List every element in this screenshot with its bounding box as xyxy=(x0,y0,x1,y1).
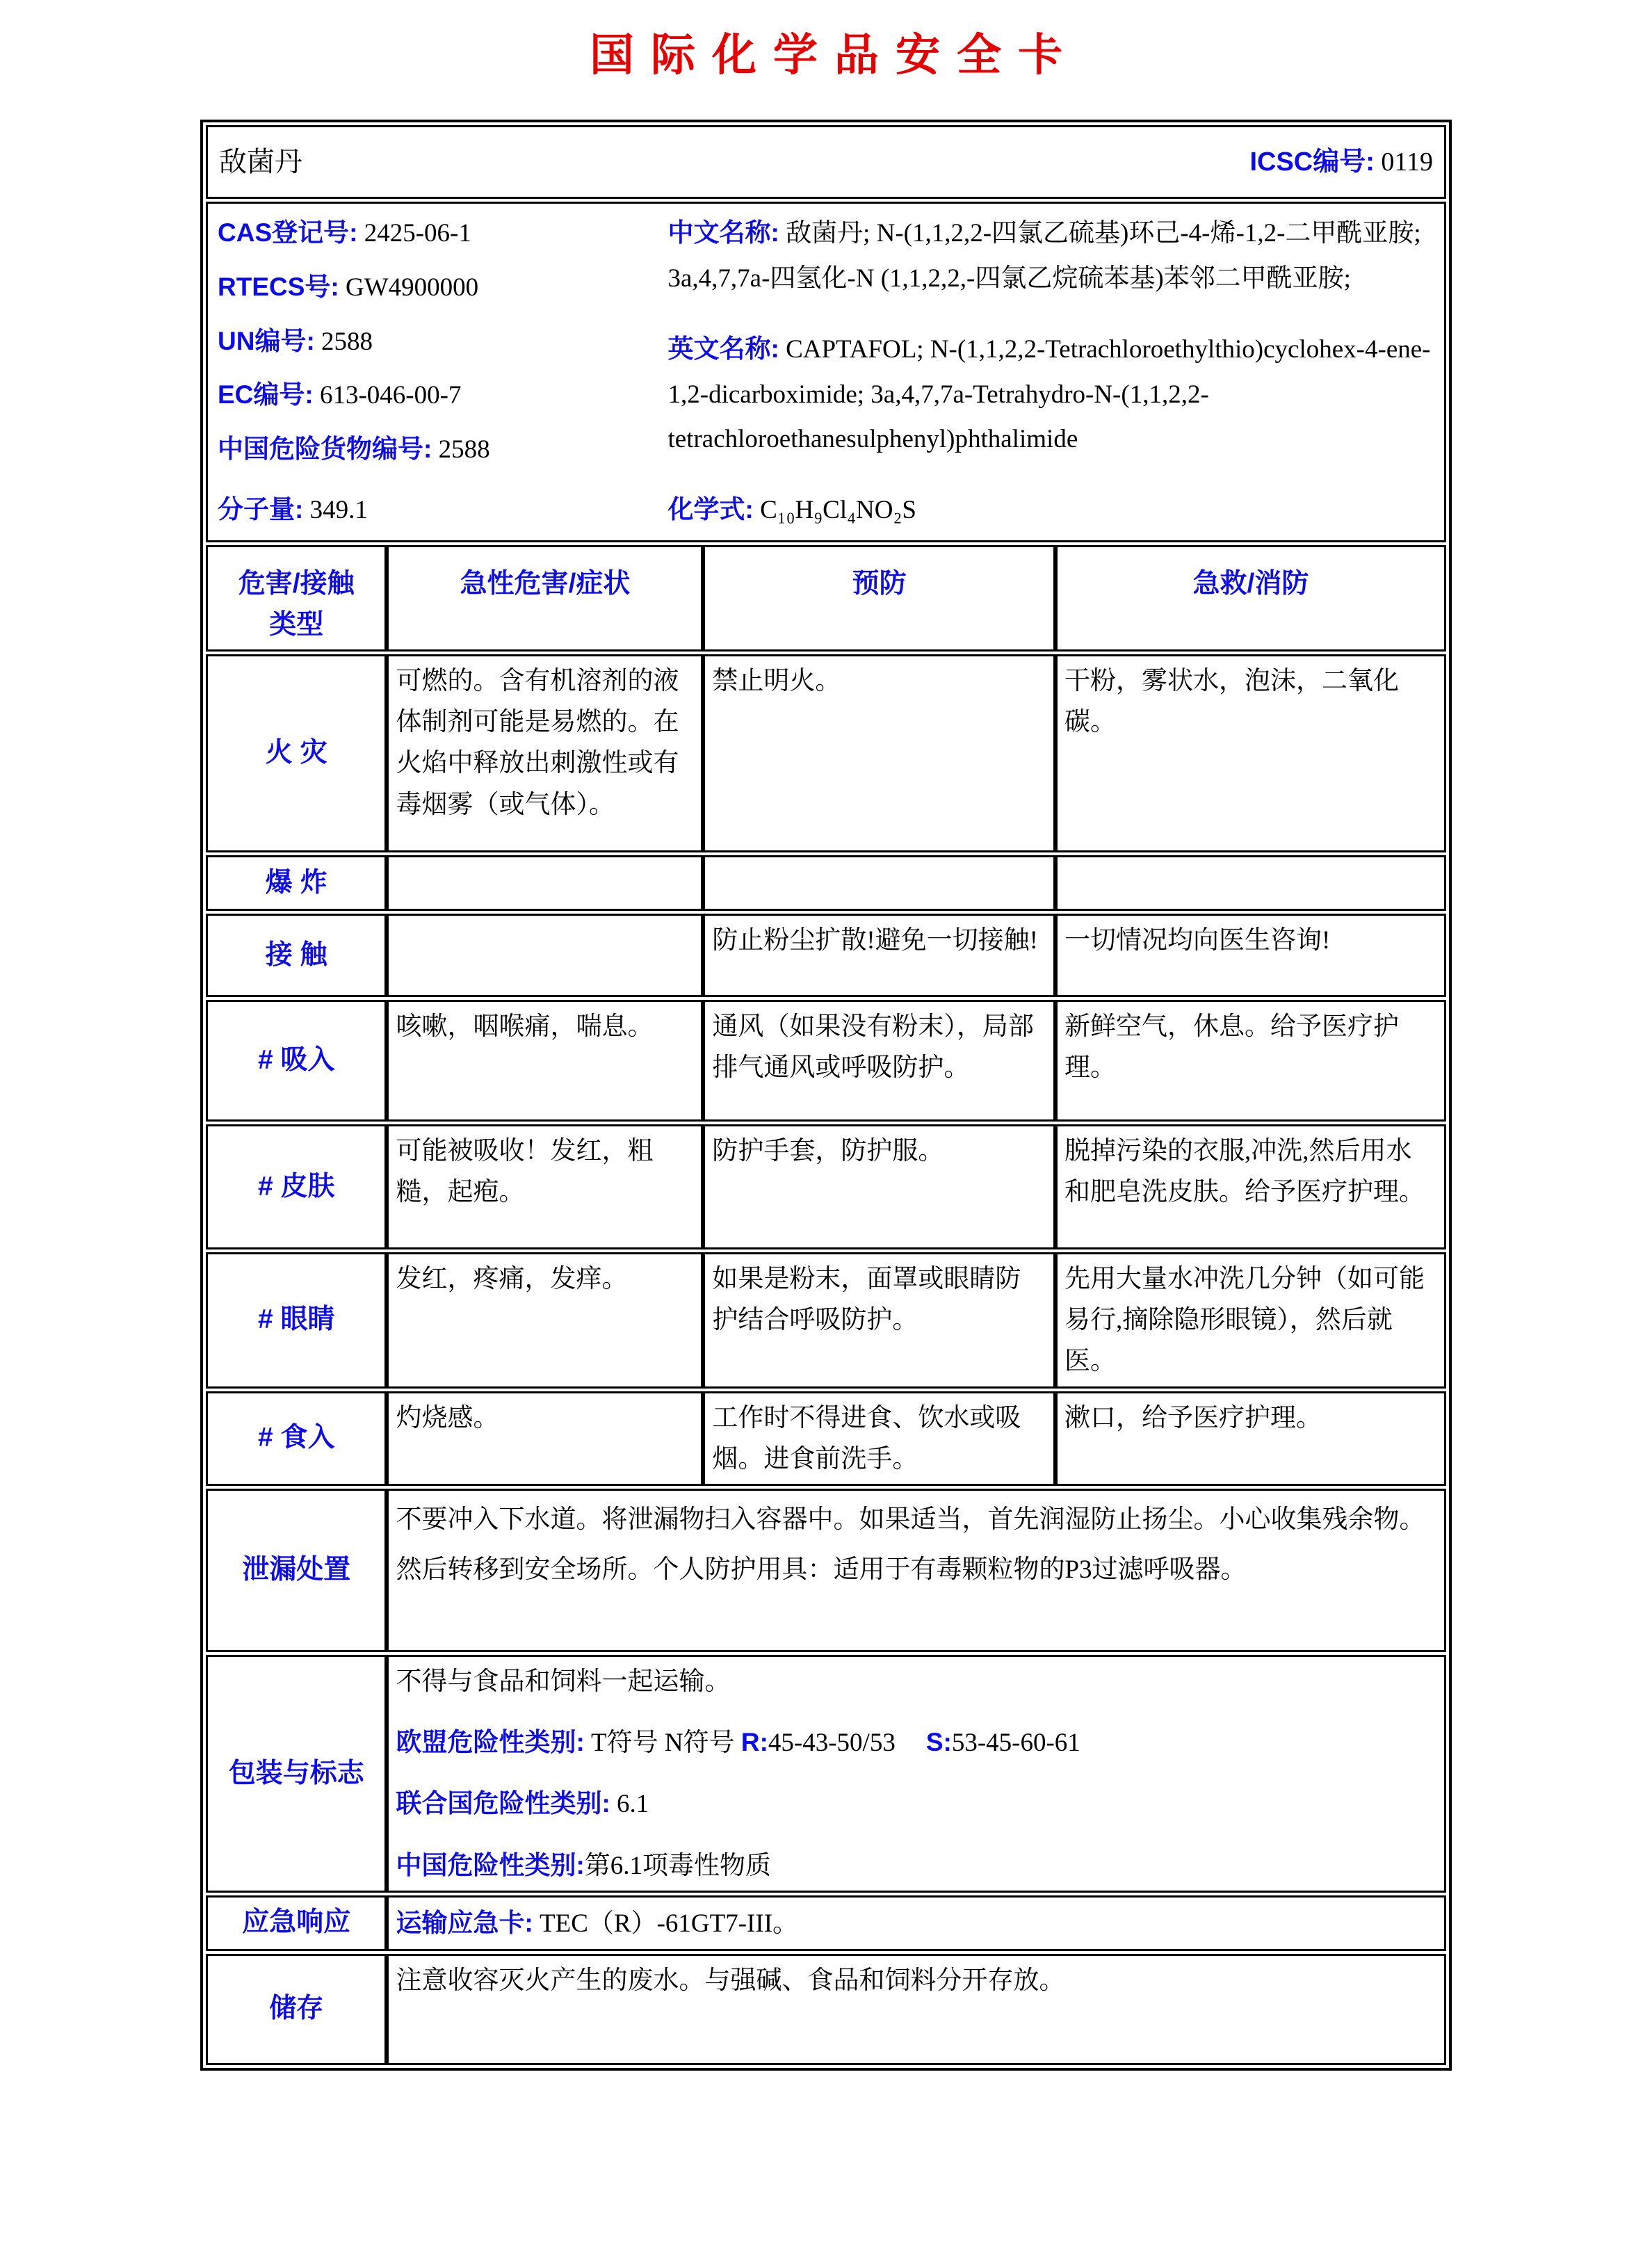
molecular-weight: 分子量: 349.1 xyxy=(218,495,368,525)
row-exposure-label: 接 触 xyxy=(206,914,387,997)
storage-text: 注意收容灭火产生的废水。与强碱、食品和饲料分开存放。 xyxy=(387,1954,1446,2065)
icsc-number xyxy=(1249,141,1433,184)
row-explosion-label: 爆 炸 xyxy=(206,855,387,911)
page-title: 国际化学品安全卡 xyxy=(590,30,1079,80)
row-emergency-label: 应急响应 xyxy=(206,1895,387,1951)
exposure-firstaid: 一切情况均向医生咨询! xyxy=(1055,914,1446,997)
ingestion-firstaid: 漱口，给予医疗护理。 xyxy=(1055,1391,1446,1486)
row-inhalation xyxy=(206,1000,1446,1122)
cn-hazard-class: 中国危险性类别:第6.1项毒性物质 xyxy=(396,1850,772,1880)
chemical-formula: 化学式: C₁₀H₉Cl₄NO₂S xyxy=(667,495,916,525)
row-emergency-response xyxy=(206,1895,1446,1951)
un-number: UN编号: 2588 xyxy=(218,326,373,356)
rtecs-number: RTECS号: GW4900000 xyxy=(218,272,479,302)
ingestion-symptoms: 灼烧感。 xyxy=(387,1391,703,1486)
header-hazard-type: 危害/接触 类型 xyxy=(206,545,387,652)
emergency-content: 运输应急卡: TEC（R）-61GT7-III。 xyxy=(387,1895,1446,1951)
row-fire xyxy=(206,654,1446,852)
skin-symptoms: 可能被吸收！发红，粗糙，起疱。 xyxy=(387,1124,703,1249)
icsc-card xyxy=(200,120,1452,2071)
eu-hazard-class: 欧盟危险性类别: T符号 N符号 R:45-43-50/53 S:53-45-60-61 xyxy=(396,1728,1080,1758)
explosion-prevention xyxy=(703,855,1055,911)
row-explosion xyxy=(206,855,1446,911)
hazard-header-row xyxy=(206,545,1446,652)
card-title-cell xyxy=(206,125,1446,199)
inhalation-firstaid: 新鲜空气，休息。给予医疗护理。 xyxy=(1055,1000,1446,1122)
identifier-list xyxy=(218,211,661,481)
un-hazard-class: 联合国危险性类别: 6.1 xyxy=(396,1789,649,1819)
row-exposure xyxy=(206,914,1446,997)
packaging-content xyxy=(387,1655,1446,1893)
inhalation-prevention: 通风（如果没有粉末），局部排气通风或呼吸防护。 xyxy=(703,1000,1055,1122)
header-firstaid: 急救/消防 xyxy=(1055,545,1446,652)
inhalation-symptoms: 咳嗽，咽喉痛，喘息。 xyxy=(387,1000,703,1122)
row-eyes-label: # 眼睛 xyxy=(206,1252,387,1389)
fire-prevention: 禁止明火。 xyxy=(703,654,1055,852)
spill-text: 不要冲入下水道。将泄漏物扫入容器中。如果适当，首先润湿防止扬尘。小心收集残余物。然后转移到安全场所。个人防护用具：适用于有毒颗粒物的P3过滤呼吸器。 xyxy=(387,1489,1446,1652)
ec-number: EC编号: 613-046-00-7 xyxy=(218,380,462,410)
header-prevention: 预防 xyxy=(703,545,1055,652)
row-packaging xyxy=(206,1655,1446,1893)
explosion-symptoms xyxy=(387,855,703,911)
row-spill-label: 泄漏处置 xyxy=(206,1489,387,1652)
icsc-number-label: ICSC编号: xyxy=(1249,147,1375,177)
exposure-symptoms xyxy=(387,914,703,997)
card-title-row xyxy=(206,125,1446,199)
eyes-prevention: 如果是粉末，面罩或眼睛防护结合呼吸防护。 xyxy=(703,1252,1055,1389)
name-column xyxy=(668,211,1435,533)
fire-firstaid: 干粉，雾状水，泡沫，二氧化碳。 xyxy=(1055,654,1446,852)
row-ingestion xyxy=(206,1391,1446,1486)
exposure-prevention: 防止粉尘扩散!避免一切接触! xyxy=(703,914,1055,997)
transport-note: 不得与食品和饲料一起运输。 xyxy=(396,1667,731,1696)
identification-row xyxy=(206,202,1446,542)
cas-number: CAS登记号: 2425-06-1 xyxy=(218,218,471,248)
row-spill-disposal xyxy=(206,1489,1446,1652)
row-fire-label: 火 灾 xyxy=(206,654,387,852)
ingestion-prevention: 工作时不得进食、饮水或吸烟。进食前洗手。 xyxy=(703,1391,1055,1486)
china-dg-number: 中国危险货物编号: 2588 xyxy=(218,435,490,464)
row-ingestion-label: # 食入 xyxy=(206,1391,387,1486)
identification-cell xyxy=(206,202,1446,542)
row-inhalation-label: # 吸入 xyxy=(206,1000,387,1122)
chinese-name: 中文名称: 敌菌丹; N-(1,1,2,2-四氯乙硫基)环己-4-烯-1,2-二甲酰亚胺; 3a,4,7,7a-四氢化-N (1,1,2,2,-四氯乙烷硫苯基)苯邻二甲酰亚胺; xyxy=(667,218,1421,293)
explosion-firstaid xyxy=(1055,855,1446,911)
fire-symptoms: 可燃的。含有机溶剂的液体制剂可能是易燃的。在火焰中释放出刺激性或有毒烟雾（或气体）。 xyxy=(387,654,703,852)
identifier-column xyxy=(218,211,668,533)
header-symptoms: 急性危害/症状 xyxy=(387,545,703,652)
skin-firstaid: 脱掉污染的衣服,冲洗,然后用水和肥皂洗皮肤。给予医疗护理。 xyxy=(1055,1124,1446,1249)
icsc-number-value: 0119 xyxy=(1381,147,1433,177)
english-name: 英文名称: CAPTAFOL; N-(1,1,2,2-Tetrachloroethylthio)cyclohex-4-ene-1,2-dicarboximide; 3a,4,7,7a-Tetrahydro-N-(1,1,2,2-tetrachloroethanesulphenyl)phthalimide xyxy=(667,334,1431,454)
row-storage xyxy=(206,1954,1446,2065)
row-packaging-label: 包装与标志 xyxy=(206,1655,387,1893)
eyes-symptoms: 发红，疼痛，发痒。 xyxy=(387,1252,703,1389)
row-storage-label: 储存 xyxy=(206,1954,387,2065)
substance-name: 敌菌丹 xyxy=(219,146,302,177)
row-eyes xyxy=(206,1252,1446,1389)
row-skin-label: # 皮肤 xyxy=(206,1124,387,1249)
skin-prevention: 防护手套，防护服。 xyxy=(703,1124,1055,1249)
row-skin xyxy=(206,1124,1446,1249)
eyes-firstaid: 先用大量水冲洗几分钟（如可能易行,摘除隐形眼镜），然后就医。 xyxy=(1055,1252,1446,1389)
